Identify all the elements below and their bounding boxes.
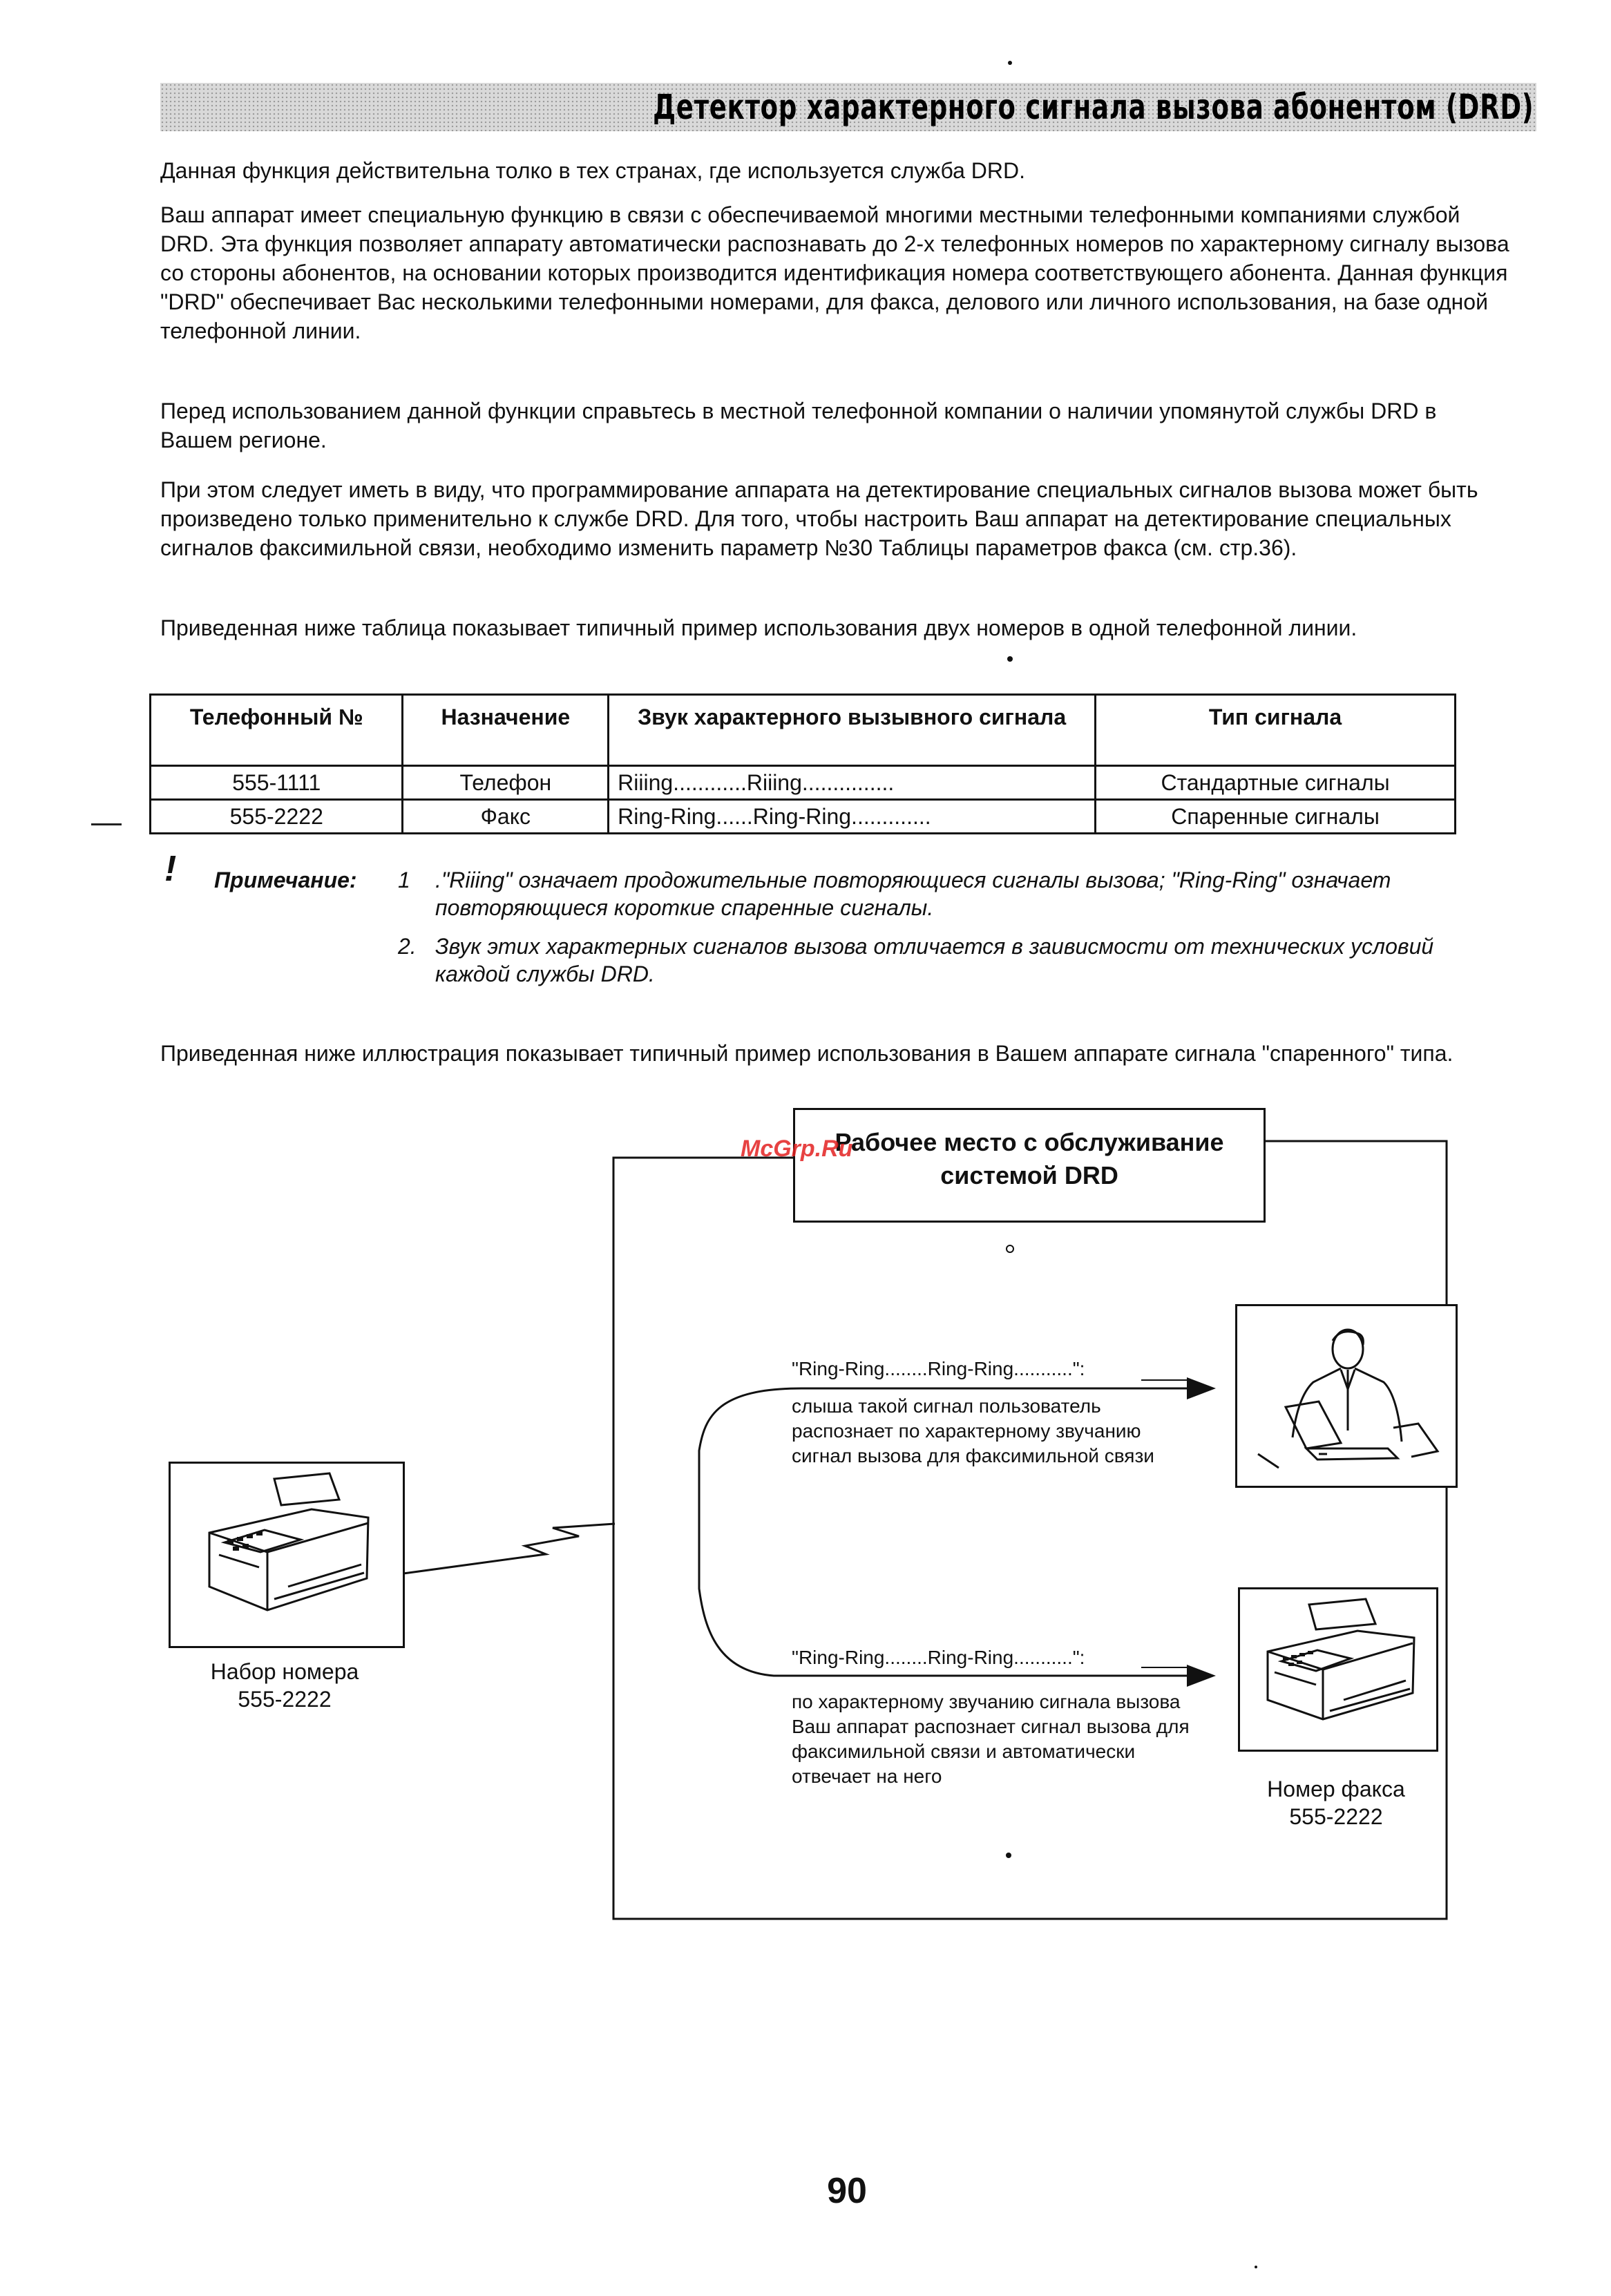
workplace-title: Рабочее место с обслуживание системой DRD <box>835 1128 1224 1189</box>
fax-machine-icon <box>171 1464 403 1646</box>
note-number: 1 <box>398 868 410 892</box>
table-cell: Факс <box>403 800 609 834</box>
description-top: слыша такой сигнал пользователь распознает по характерному звучанию сигнал вызова для факсимильной связи <box>792 1395 1154 1466</box>
caller-label-line2: 555-2222 <box>238 1687 332 1712</box>
paragraph-check-service: Перед использованием данной функции справьтесь в местной телефонной компании о наличии упомянутой службы DRD в Вашем регионе. <box>160 399 1437 452</box>
table-cell: 555-1111 <box>151 766 403 800</box>
note-number: 2. <box>398 934 417 959</box>
table-header-cell: Назначение <box>403 695 609 766</box>
caller-label <box>169 1658 401 1713</box>
page-title: Детектор характерного сигнала вызова абонентом (DRD) <box>652 87 1534 127</box>
table-cell: Спаренные сигналы <box>1096 800 1456 834</box>
paragraph-description: Ваш аппарат имеет специальную функцию в связи с обеспечиваемой многими местными телефонными компаниями службой DRD. Эта функция позволяет аппарату автоматически распознавать до 2-х телефонных номеров по характерному сигналу вызова со стороны абонентов, на основании которых производится идентификация номера соответствующего абонента. Данная функция "DRD" обеспечивает Вас несколькими телефонными номерами, для факса, делового или личного использования, на базе одной телефонной линии. <box>160 202 1509 343</box>
paragraph-intro: Данная функция действительна толко в тех странах, где используется служба DRD. <box>160 158 1026 183</box>
signal-label-bottom: "Ring-Ring........Ring-Ring...........": <box>792 1647 1085 1668</box>
note-text: Звук этих характерных сигналов вызова отличается в заивисмости от технических условий каждой службы DRD. <box>435 934 1434 986</box>
paragraph-programming: При этом следует иметь в виду, что программирование аппарата на детектирование специальных сигналов вызова может быть произведено только применительно к службе DRD. Для того, чтобы настроить Ваш аппарат на детектирование специальных сигналов факсимильной связи, необходимо изменить параметр №30 Таблицы параметров факса (см. стр.36). <box>160 477 1478 560</box>
watermark: McGrp.Ru <box>741 1136 853 1162</box>
note-label: Примечание: <box>214 868 357 892</box>
table-cell: 555-2222 <box>151 800 403 834</box>
description-bottom: по характерному звучанию сигнала вызова Ваш аппарат распознает сигнал вызова для факсимильной связи и автоматически отвечает на него <box>792 1691 1190 1787</box>
caller-label-line1: Набор номера <box>210 1659 359 1684</box>
paragraph-illustration-intro: Приведенная ниже иллюстрация показывает типичный пример использования в Вашем аппарате сигнала "спаренного" типа. <box>160 1041 1453 1066</box>
warning-icon: ! <box>164 849 177 889</box>
fax-number-label-line2: 555-2222 <box>1289 1804 1383 1829</box>
person-at-laptop-icon <box>1237 1306 1456 1486</box>
table-cell: Телефон <box>403 766 609 800</box>
user-box <box>1235 1304 1458 1488</box>
note-text: ."Riiing" означает продожительные повторяющиеся сигналы вызова; "Ring-Ring" означает повторяющиеся короткие спаренные сигналы. <box>435 868 1391 920</box>
table-cell: Стандартные сигналы <box>1096 766 1456 800</box>
fax-machine-icon <box>1240 1589 1436 1750</box>
fax-number-label-line1: Номер факса <box>1267 1777 1405 1801</box>
table-cell: Riiing............Riiing............... <box>609 766 1096 800</box>
table-header-cell: Телефонный № <box>151 695 403 766</box>
caller-fax-box <box>169 1462 405 1648</box>
fax-number-label <box>1241 1775 1431 1830</box>
page-number: 90 <box>827 2171 867 2211</box>
receiving-fax-box <box>1238 1587 1438 1752</box>
table-cell: Ring-Ring......Ring-Ring............. <box>609 800 1096 834</box>
signal-label-top: "Ring-Ring........Ring-Ring...........": <box>792 1358 1085 1379</box>
table-header-cell: Звук характерного вызывного сигнала <box>609 695 1096 766</box>
paragraph-table-intro: Приведенная ниже таблица показывает типичный пример использования двух номеров в одной телефонной линии. <box>160 615 1357 640</box>
table-header-cell: Тип сигнала <box>1096 695 1456 766</box>
